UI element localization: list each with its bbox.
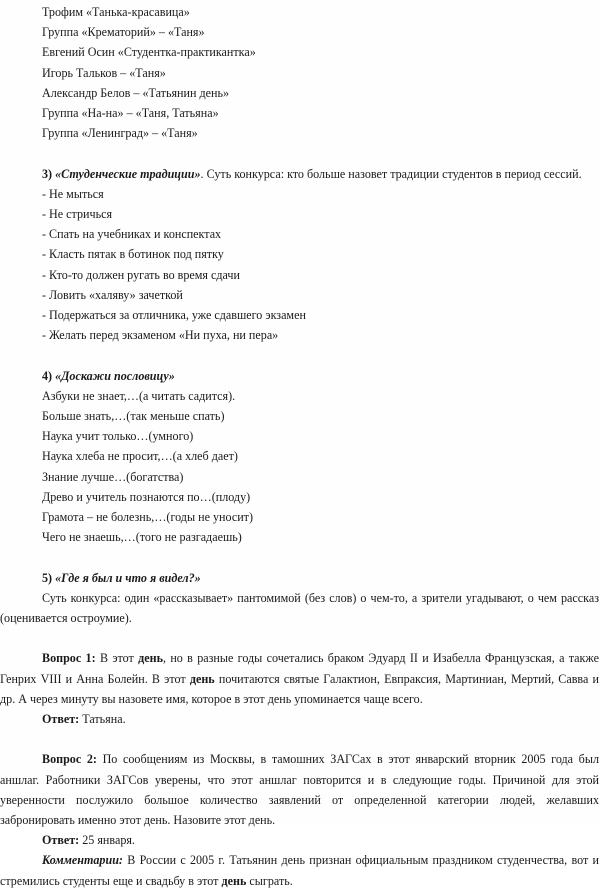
answer-text: Татьяна. — [79, 712, 126, 727]
question-1 — [0, 648, 600, 729]
question-1-answer — [0, 709, 600, 729]
section-3-heading — [0, 164, 600, 184]
comment-label: Комментарии: — [42, 853, 123, 868]
question-2-text — [0, 749, 600, 830]
question-1-label: Вопрос 1: — [42, 651, 96, 666]
list-item: Грамота – не болезнь,…(годы не уносит) — [42, 510, 253, 525]
section-3-number: 3) — [42, 166, 53, 181]
section-5-body: Суть конкурса: один «рассказывает» пантомимой (без слов) о чем-то, а зрители угадывают, о чем рассказ (оценивается остроумие). — [0, 590, 599, 626]
answer-text: 25 января. — [79, 833, 135, 848]
list-item: Группа «Ленинград» – «Таня» — [42, 126, 198, 141]
song-list — [0, 2, 600, 143]
list-item: Трофим «Танька-красавица» — [42, 5, 190, 19]
answer-label: Ответ: — [42, 712, 80, 727]
section-4-number: 4) — [42, 368, 53, 383]
section-4 — [0, 366, 600, 548]
list-item: Знание лучше…(богатства) — [42, 469, 184, 484]
list-item: - Кто-то должен ругать во время сдачи — [42, 267, 240, 282]
list-item: Чего не знаешь,…(того не разгадаешь) — [42, 530, 242, 545]
section-gap — [0, 143, 600, 163]
question-2 — [0, 749, 600, 890]
list-item: Группа «На-на» – «Таня, Татьяна» — [42, 106, 219, 121]
traditions-list — [0, 184, 600, 346]
list-item: Древо и учитель познаются по…(плоду) — [42, 489, 251, 504]
section-gap — [0, 547, 600, 567]
list-item: Александр Белов – «Татьянин день» — [42, 85, 230, 100]
question-1-text — [0, 648, 600, 709]
question-2-answer — [0, 830, 600, 850]
list-item: Больше знать,…(так меньше спать) — [42, 409, 225, 424]
list-item: Наука учит только…(умного) — [42, 429, 194, 444]
section-3-title: «Студенческие традиции» — [55, 166, 201, 181]
list-item: Азбуки не знает,…(а читать садится). — [42, 388, 236, 403]
list-item: - Подержаться за отличника, уже сдавшего экзамен — [42, 308, 306, 323]
list-item: - Спать на учебниках и конспектах — [42, 227, 222, 242]
list-item: - Не мыться — [42, 186, 104, 201]
keyword-den: день — [189, 671, 215, 686]
list-item: Евгений Осин «Студентка-практикантка» — [42, 45, 256, 60]
list-item: Группа «Крематорий» – «Таня» — [42, 25, 205, 40]
list-item: Наука хлеба не просит,…(а хлеб дает) — [42, 449, 238, 464]
list-item: - Желать перед экзаменом «Ни пуха, ни пера» — [42, 328, 279, 343]
section-5 — [0, 568, 600, 629]
question-2-label: Вопрос 2: — [42, 752, 97, 767]
document-body — [0, 2, 600, 891]
section-5-heading — [0, 568, 600, 588]
question-1-part3: почитаются святые Галактион, Евпраксия, Мартиниан, Мертий, Савва и др. А через минуту вы назовете имя, которое в этот день упоминается чаще всего. — [0, 671, 599, 706]
list-item: Игорь Тальков – «Таня» — [42, 65, 166, 80]
section-3 — [0, 164, 600, 346]
section-4-heading — [0, 366, 600, 386]
list-item: - Класть пятак в ботинок под пятку — [42, 247, 224, 262]
question-2-comment — [0, 850, 600, 890]
keyword-den: день — [138, 651, 163, 666]
section-3-body: . Суть конкурса: кто больше назовет традиции студентов в период сессий. — [200, 166, 582, 181]
section-gap — [0, 345, 600, 365]
answer-label: Ответ: — [42, 833, 80, 848]
question-2-body: По сообщениям из Москвы, в тамошних ЗАГСах в этот январский вторник 2005 года был аншлаг. Работники ЗАГСов уверены, что этот аншлаг повторится и в следующие годы. Причиной для этой уверенности послужило большое количество заявлений от определенной категории людей, желавших забронировать именно этот день. Назовите этот день. — [0, 752, 599, 828]
question-1-part1: В этот — [95, 651, 139, 666]
section-5-number: 5) — [42, 570, 53, 585]
section-5-title: «Где я был и что я видел?» — [55, 570, 201, 585]
keyword-den: день — [221, 873, 247, 888]
section-4-title: «Доскажи пословицу» — [55, 368, 175, 383]
list-item: - Не стричься — [42, 207, 113, 222]
question-1-part2: , но в разные годы сочетались браком Эдуард II и Изабелла Французская, а также Генрих VIII и Анна Болейн. В этот — [0, 651, 599, 686]
section-gap — [0, 628, 600, 648]
comment-part2: сыграть. — [246, 873, 293, 888]
list-item: - Ловить «халяву» зачеткой — [42, 287, 183, 302]
proverb-list — [0, 386, 600, 548]
section-gap — [0, 729, 600, 749]
comment-part1: В России с 2005 г. Татьянин день признан официальным праздником студенчества, вот и стремились студенты еще и свадьбу в этот — [0, 853, 599, 888]
